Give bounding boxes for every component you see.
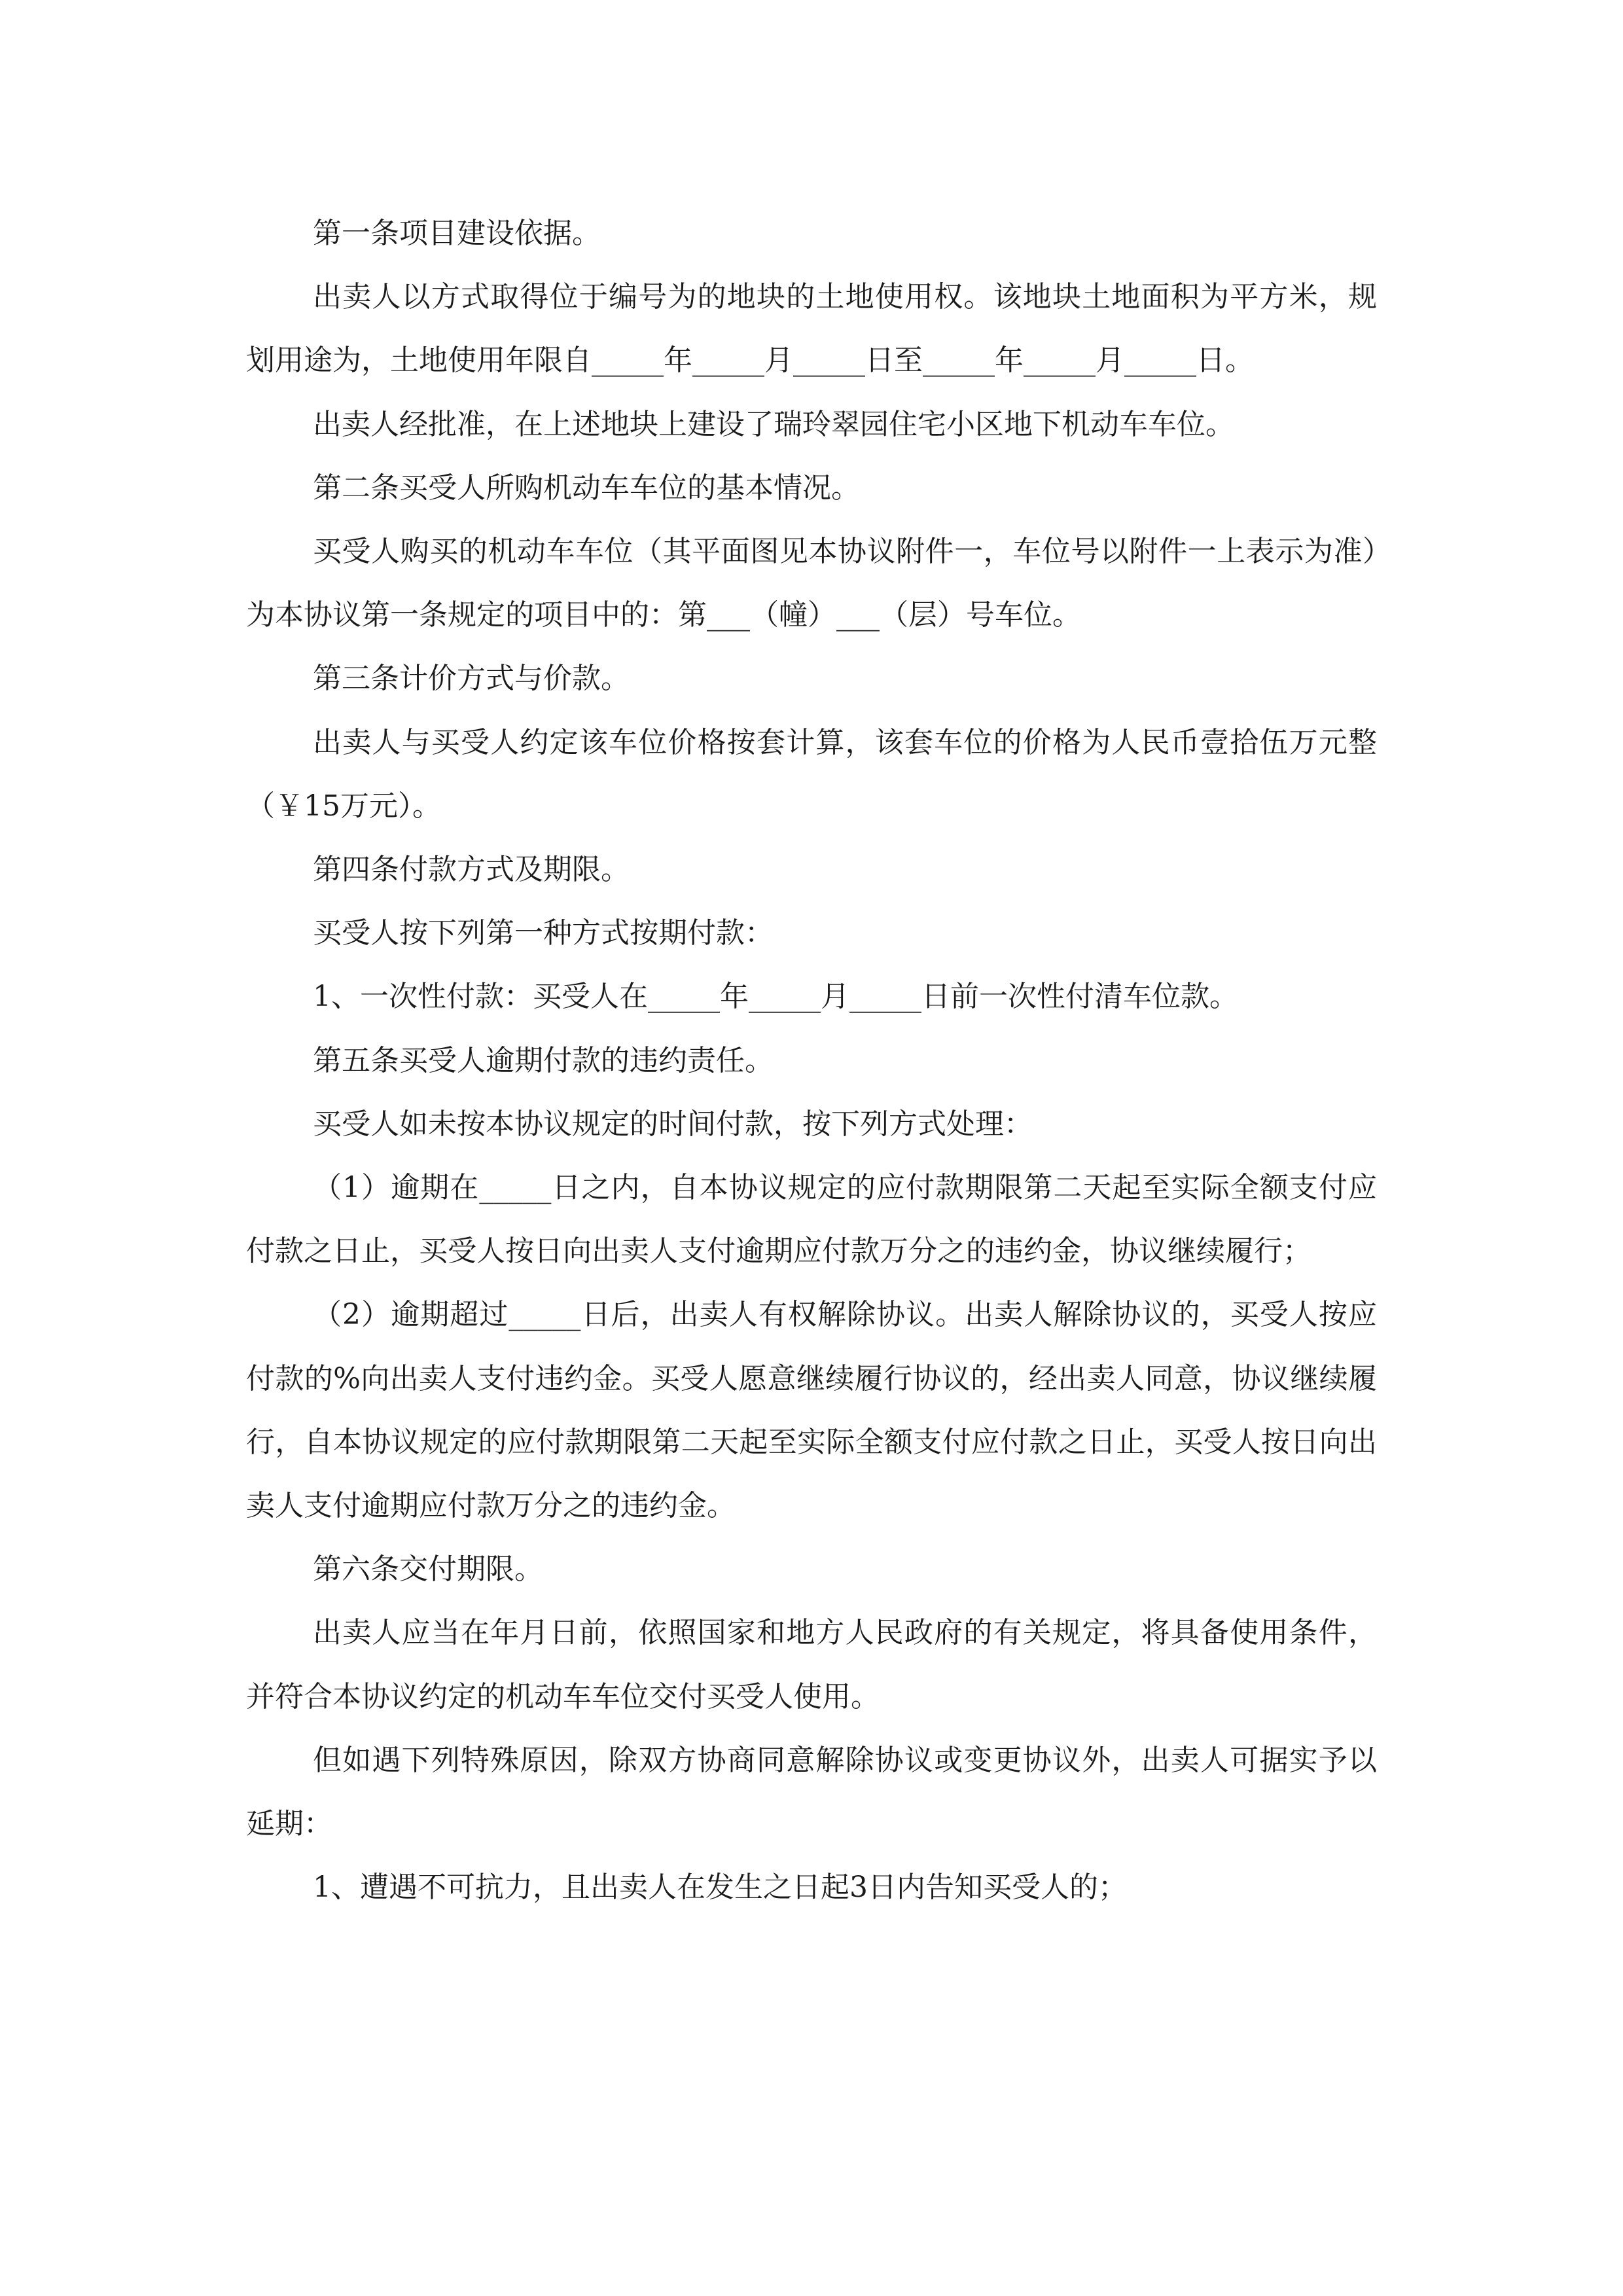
list-item-lump-sum-payment: 1、一次性付款：买受人在_____年_____月_____日前一次性付清车位款。 — [313, 980, 1238, 1014]
paragraph-payment-method: 买受人按下列第一种方式按期付款： — [313, 916, 774, 950]
paragraph-land-use-rights: 出卖人以方式取得位于编号为的地块的土地使用权。该地块土地面积为平方米，规划用途为，土地使用年限自_____年_____月_____日至_____年_____月_____日。 — [246, 280, 1377, 378]
list-item-late-over-days: （2）逾期超过_____日后，出卖人有权解除协议。出卖人解除协议的，买受人按应付款的%向出卖人支付违约金。买受人愿意继续履行协议的，经出卖人同意，协议继续履行，自本协议规定的应付款期限第二天起至实际全额支付应付款之日止，买受人按日向出卖人支付逾期应付款万分之的违约金。 — [246, 1298, 1377, 1523]
article-1-heading: 第一条项目建设依据。 — [313, 217, 601, 250]
paragraph-price: 出卖人与买受人约定该车位价格按套计算，该套车位的价格为人民币壹拾伍万元整（￥15万元）。 — [246, 725, 1377, 823]
article-5-heading: 第五条买受人逾期付款的违约责任。 — [313, 1043, 774, 1077]
document-body — [246, 202, 1377, 1919]
article-6-heading: 第六条交付期限。 — [313, 1552, 543, 1587]
paragraph-parking-space-info: 买受人购买的机动车车位（其平面图见本协议附件一，车位号以附件一上表示为准）为本协议第一条规定的项目中的：第___（幢）___（层）号车位。 — [246, 535, 1377, 632]
article-3-heading: 第三条计价方式与价款。 — [313, 662, 630, 696]
list-item-late-within-days: （1）逾期在_____日之内，自本协议规定的应付款期限第二天起至实际全额支付应付款之日止，买受人按日向出卖人支付逾期应付款万分之的违约金，协议继续履行； — [246, 1171, 1377, 1268]
article-4-heading: 第四条付款方式及期限。 — [313, 853, 630, 887]
list-item-force-majeure: 1、遭遇不可抗力，且出卖人在发生之日起3日内告知买受人的； — [313, 1871, 1127, 1905]
paragraph-late-payment-handling: 买受人如未按本协议规定的时间付款，按下列方式处理： — [313, 1107, 1033, 1141]
paragraph-delivery-deadline: 出卖人应当在年月日前，依照国家和地方人民政府的有关规定，将具备使用条件，并符合本协议约定的机动车车位交付买受人使用。 — [246, 1616, 1377, 1713]
paragraph-extension-conditions: 但如遇下列特殊原因，除双方协商同意解除协议或变更协议外，出卖人可据实予以延期： — [246, 1743, 1377, 1841]
paragraph-construction-approval: 出卖人经批准，在上述地块上建设了瑞玲翠园住宅小区地下机动车车位。 — [313, 407, 1234, 441]
article-2-heading: 第二条买受人所购机动车车位的基本情况。 — [313, 471, 860, 505]
